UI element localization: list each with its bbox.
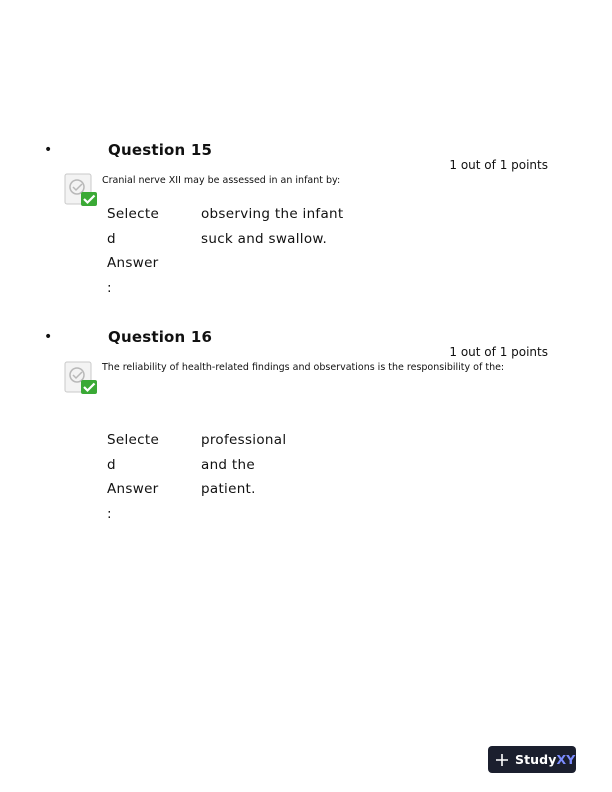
points-label: 1 out of 1 points: [449, 345, 548, 359]
points-label: 1 out of 1 points: [449, 158, 548, 172]
question-title: Question 15: [108, 141, 213, 159]
selected-answer-value: observing the infant suck and swallow.: [201, 206, 344, 247]
selected-answer-label: Selecte d Answer :: [107, 432, 160, 522]
question-text: Cranial nerve XII may be assessed in an infant by:: [102, 175, 341, 186]
brand-name: StudyXY: [515, 752, 576, 767]
selected-answer-label: Selecte d Answer :: [107, 206, 160, 296]
bullet: •: [44, 142, 53, 158]
selected-answer-value: professional and the patient.: [201, 432, 287, 497]
correct-check-icon: [63, 172, 99, 208]
bullet: •: [44, 329, 53, 345]
correct-check-icon: [63, 360, 99, 396]
studyxy-logo[interactable]: [488, 746, 576, 773]
question-title: Question 16: [108, 328, 213, 346]
question-text: The reliability of health-related findings and observations is the responsibility of the:: [102, 362, 505, 373]
plus-icon: [495, 753, 509, 767]
